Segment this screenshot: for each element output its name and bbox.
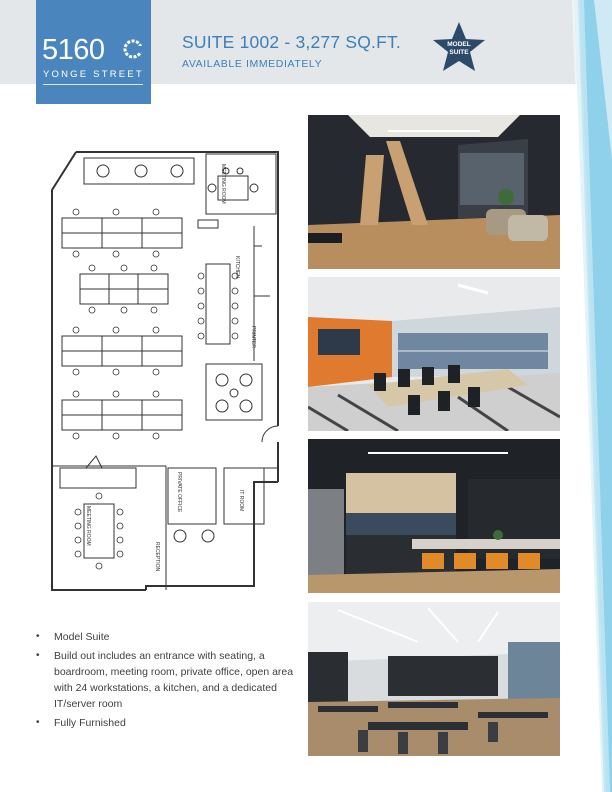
feature-item: • Build out includes an entrance with seating, a boardroom, meeting room, private office, open area with 24 workstations, a kitchen, and a dedicated IT/server room xyxy=(36,648,296,712)
logo-emblem-icon xyxy=(122,38,144,60)
photo-lobby-lounge xyxy=(308,115,560,269)
availability-subtitle: AVAILABLE IMMEDIATELY xyxy=(182,58,323,70)
feature-list xyxy=(36,629,296,734)
fp-label-meeting-bottom: MEETING ROOM xyxy=(85,506,91,546)
photo-kitchen xyxy=(308,439,560,593)
fp-label-private-office: PRIVATE OFFICE xyxy=(176,472,182,513)
feature-item: • Model Suite xyxy=(36,629,296,645)
decorative-stripe xyxy=(572,0,612,792)
badge-text: MODEL SUITE xyxy=(447,41,471,56)
suite-title: SUITE 1002 - 3,277 SQ.FT. xyxy=(182,32,401,52)
logo xyxy=(36,0,151,104)
fp-label-meeting-top: MEETING ROOM xyxy=(220,164,226,204)
fp-label-printer: PRINTER xyxy=(250,326,256,348)
fp-label-kitchen: KITCHEN xyxy=(234,256,240,278)
fp-label-reception: RECEPTION xyxy=(154,542,160,572)
logo-number: 5160 xyxy=(42,34,105,66)
fp-label-it-room: IT ROOM xyxy=(238,490,244,512)
logo-street: YONGE STREET xyxy=(43,69,144,80)
logo-underline xyxy=(43,84,143,85)
feature-item: • Fully Furnished xyxy=(36,715,296,731)
floor-plan xyxy=(46,146,284,596)
photo-boardroom xyxy=(308,277,560,431)
photo-open-workspace xyxy=(308,602,560,756)
